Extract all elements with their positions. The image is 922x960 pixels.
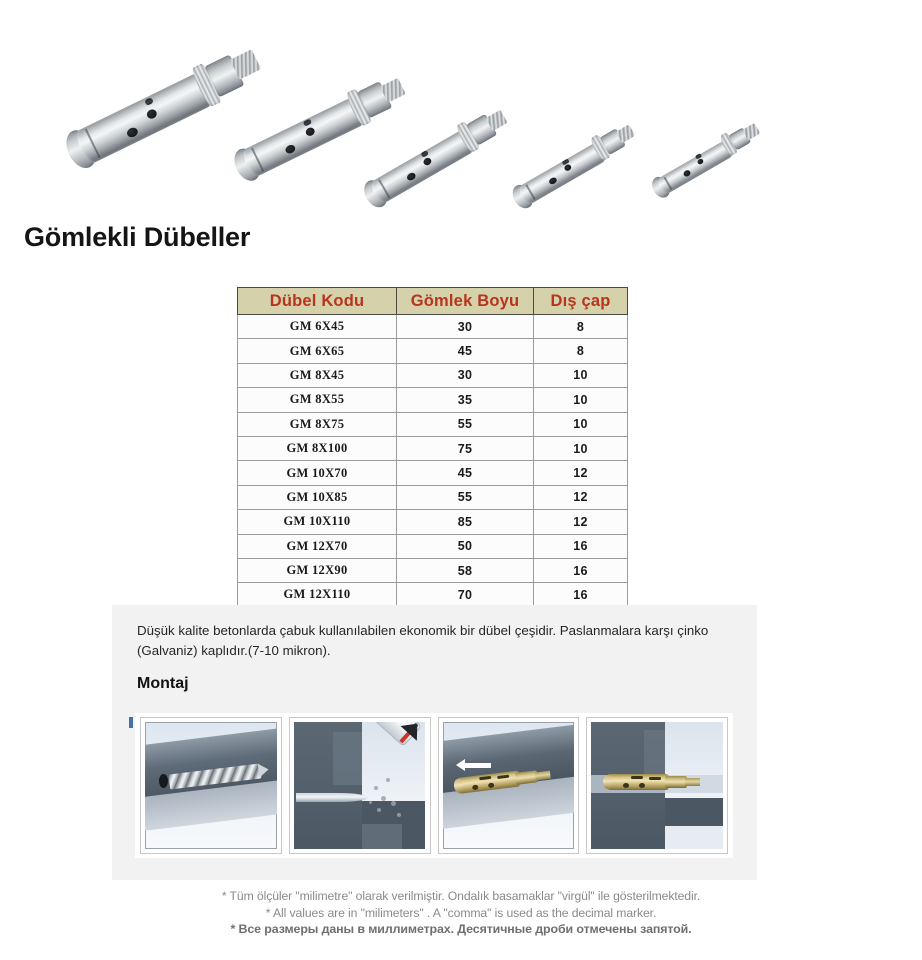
cell-dis-cap: 16 bbox=[534, 583, 628, 607]
table-row bbox=[238, 583, 628, 607]
cell-dubel-kodu: GM 6X45 bbox=[238, 315, 397, 339]
left-marker-icon bbox=[129, 717, 133, 728]
montage-step-insert-anchor bbox=[438, 717, 580, 854]
dust-particle-icon bbox=[386, 778, 390, 782]
montage-steps-strip bbox=[135, 713, 733, 858]
cell-dis-cap: 12 bbox=[534, 510, 628, 534]
cell-dubel-kodu: GM 6X65 bbox=[238, 339, 397, 363]
anchor-sleeve-icon bbox=[73, 72, 215, 166]
product-description: Düşük kalite betonlarda çabuk kullanılabilen ekonomik bir dübel çeşidir. Paslanmalara karşı çinko (Galvaniz) kaplıdır.(7-10 mikron). bbox=[137, 623, 709, 658]
footnote-russian: * Все размеры даны в миллиметрах. Десятичные дроби отмечены запятой. bbox=[230, 922, 692, 936]
insert-direction-arrow-icon bbox=[465, 763, 491, 768]
anchor-hole-icon bbox=[471, 784, 478, 790]
table-row bbox=[238, 412, 628, 436]
montage-step-tighten-anchor bbox=[586, 717, 728, 854]
table-row bbox=[238, 461, 628, 485]
anchor-bolt-icon bbox=[685, 778, 700, 786]
cell-gomlek-boyu: 45 bbox=[397, 461, 534, 485]
cell-dubel-kodu: GM 8X45 bbox=[238, 363, 397, 387]
table-row bbox=[238, 485, 628, 509]
dust-particle-icon bbox=[391, 801, 396, 806]
footnotes bbox=[0, 888, 922, 938]
anchor-hole-icon bbox=[487, 783, 494, 789]
cell-gomlek-boyu: 35 bbox=[397, 388, 534, 412]
concrete-slab-lower-icon bbox=[665, 826, 723, 849]
cell-gomlek-boyu: 58 bbox=[397, 558, 534, 582]
table-row bbox=[238, 315, 628, 339]
cell-gomlek-boyu: 55 bbox=[397, 485, 534, 509]
cell-dis-cap: 16 bbox=[534, 558, 628, 582]
cell-dubel-kodu: GM 10X110 bbox=[238, 510, 397, 534]
montage-step-drill-hole bbox=[140, 717, 282, 854]
cell-gomlek-boyu: 85 bbox=[397, 510, 534, 534]
table-row bbox=[238, 388, 628, 412]
table-row bbox=[238, 436, 628, 460]
tighten-anchor-illustration bbox=[591, 722, 723, 849]
cell-gomlek-boyu: 75 bbox=[397, 436, 534, 460]
table-row bbox=[238, 558, 628, 582]
cell-dubel-kodu: GM 8X100 bbox=[238, 436, 397, 460]
insert-anchor-illustration bbox=[443, 722, 575, 849]
cell-dis-cap: 10 bbox=[534, 388, 628, 412]
montage-heading: Montaj bbox=[137, 675, 189, 692]
cell-dubel-kodu: GM 12X70 bbox=[238, 534, 397, 558]
anchor-cap-icon bbox=[603, 775, 612, 789]
cell-dis-cap: 12 bbox=[534, 485, 628, 509]
cell-dis-cap: 12 bbox=[534, 461, 628, 485]
table-row bbox=[238, 339, 628, 363]
spec-table bbox=[237, 287, 628, 608]
footnote-english: * All values are in "milimeters" . A "comma" is used as the decimal marker. bbox=[265, 905, 657, 920]
clean-hole-illustration bbox=[294, 722, 426, 849]
cell-dubel-kodu: GM 8X75 bbox=[238, 412, 397, 436]
cell-gomlek-boyu: 70 bbox=[397, 583, 534, 607]
cell-gomlek-boyu: 50 bbox=[397, 534, 534, 558]
spec-table-container bbox=[237, 287, 627, 608]
column-header-diameter: Dış çap bbox=[534, 288, 628, 315]
cell-dis-cap: 10 bbox=[534, 412, 628, 436]
anchor-hole-icon bbox=[639, 783, 645, 788]
cell-dubel-kodu: GM 12X110 bbox=[238, 583, 397, 607]
cell-dis-cap: 10 bbox=[534, 363, 628, 387]
bore-hole-icon bbox=[296, 793, 367, 802]
cell-dubel-kodu: GM 10X70 bbox=[238, 461, 397, 485]
concrete-slab-lower-icon bbox=[362, 824, 402, 849]
concrete-step-icon bbox=[333, 732, 362, 785]
table-header-row bbox=[238, 288, 628, 315]
table-row bbox=[238, 510, 628, 534]
product-photo bbox=[0, 0, 922, 215]
cell-dis-cap: 16 bbox=[534, 534, 628, 558]
drill-hole-illustration bbox=[145, 722, 277, 849]
cell-dubel-kodu: GM 12X90 bbox=[238, 558, 397, 582]
table-row bbox=[238, 363, 628, 387]
column-header-sleeve: Gömlek Boyu bbox=[397, 288, 534, 315]
cell-dubel-kodu: GM 10X85 bbox=[238, 485, 397, 509]
cell-gomlek-boyu: 55 bbox=[397, 412, 534, 436]
cell-gomlek-boyu: 45 bbox=[397, 339, 534, 363]
drilled-hole-icon bbox=[159, 774, 168, 788]
spec-table-body bbox=[238, 315, 628, 608]
cell-dubel-kodu: GM 8X55 bbox=[238, 388, 397, 412]
cell-gomlek-boyu: 30 bbox=[397, 315, 534, 339]
table-row bbox=[238, 534, 628, 558]
dust-particle-icon bbox=[369, 801, 372, 804]
anchor-slot-icon bbox=[649, 777, 661, 780]
cell-dis-cap: 8 bbox=[534, 339, 628, 363]
dust-particle-icon bbox=[374, 786, 378, 790]
montage-step-clean-hole bbox=[289, 717, 431, 854]
page-title: Gömlekli Dübeller bbox=[24, 222, 251, 252]
cell-dis-cap: 10 bbox=[534, 436, 628, 460]
anchor-slot-icon bbox=[631, 776, 643, 779]
anchor-collar-icon bbox=[665, 776, 687, 788]
cell-gomlek-boyu: 30 bbox=[397, 363, 534, 387]
dust-particle-icon bbox=[381, 796, 386, 801]
cell-dis-cap: 8 bbox=[534, 315, 628, 339]
anchor-sleeve-icon bbox=[368, 128, 476, 205]
column-header-code: Dübel Kodu bbox=[238, 288, 397, 315]
anchor-hole-icon bbox=[623, 783, 629, 788]
info-panel bbox=[112, 605, 757, 880]
footnote-turkish: * Tüm ölçüler "milimetre" olarak verilmiştir. Ondalık basamaklar "virgül" ile gösterilmektedir. bbox=[221, 889, 701, 903]
